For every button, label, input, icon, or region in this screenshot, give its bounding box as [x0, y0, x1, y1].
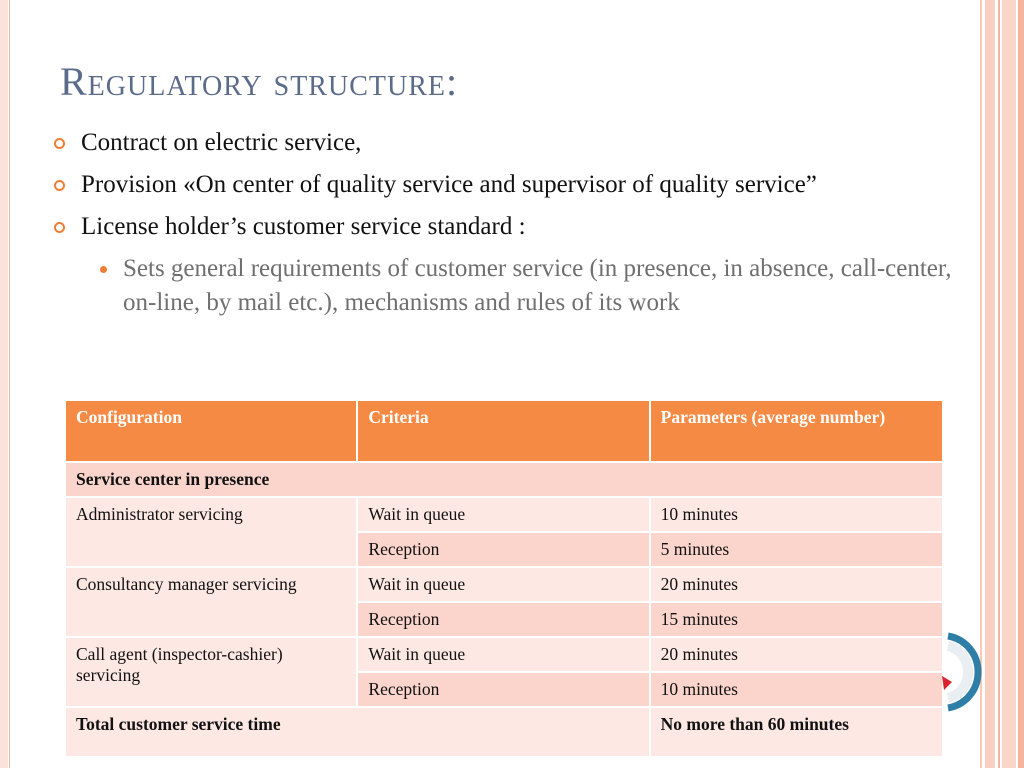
- config-cell: Consultancy manager servicing: [65, 567, 357, 637]
- bullet-item: [52, 168, 952, 202]
- value-cell: 5 minutes: [650, 532, 943, 567]
- header-configuration: Configuration: [65, 400, 357, 462]
- value-cell: 10 minutes: [650, 497, 943, 532]
- bullet-text: Provision «On center of quality service and supervisor of quality service”: [81, 171, 817, 198]
- sub-bullet-text: Sets general requirements of customer service (in presence, in absence, call-center, on-line, by mail etc.), mechanisms and rules of its work: [123, 255, 952, 316]
- slide-title: Regulatory structure:: [60, 59, 459, 104]
- bullet-list: [52, 126, 952, 320]
- sub-bullet-item: [123, 252, 953, 320]
- header-parameters: Parameters (average number): [650, 400, 943, 462]
- header-criteria: Criteria: [357, 400, 649, 462]
- table-section-row: [65, 462, 943, 497]
- bullet-text: License holder’s customer service standard :: [81, 213, 526, 240]
- slide-left-line: [9, 0, 10, 768]
- circle-bullet-icon: [54, 222, 65, 233]
- criteria-cell: Reception: [357, 672, 649, 707]
- dot-bullet-icon: [100, 266, 107, 273]
- total-label: Total customer service time: [65, 707, 650, 757]
- config-cell: Call agent (inspector-cashier) servicing: [65, 637, 357, 707]
- table-header-row: [65, 400, 943, 462]
- slide-right-stripes: [980, 0, 1024, 768]
- value-cell: 20 minutes: [650, 637, 943, 672]
- circle-bullet-icon: [54, 180, 65, 191]
- value-cell: 10 minutes: [650, 672, 943, 707]
- circle-bullet-icon: [54, 138, 65, 149]
- criteria-cell: Wait in queue: [357, 567, 649, 602]
- table-row: [65, 637, 943, 672]
- table-row: [65, 497, 943, 532]
- criteria-cell: Wait in queue: [357, 637, 649, 672]
- criteria-cell: Reception: [357, 602, 649, 637]
- table-row: [65, 567, 943, 602]
- bullet-item: [52, 126, 952, 160]
- criteria-cell: Reception: [357, 532, 649, 567]
- seal-logo-icon: [938, 632, 982, 712]
- value-cell: 20 minutes: [650, 567, 943, 602]
- slide-left-border: [0, 0, 8, 768]
- total-value: No more than 60 minutes: [650, 707, 943, 757]
- config-cell: Administrator servicing: [65, 497, 357, 567]
- service-standards-table: [64, 399, 944, 758]
- bullet-item: [52, 210, 952, 244]
- criteria-cell: Wait in queue: [357, 497, 649, 532]
- bullet-text: Contract on electric service,: [81, 129, 362, 156]
- value-cell: 15 minutes: [650, 602, 943, 637]
- section-title: Service center in presence: [65, 462, 943, 497]
- table-total-row: [65, 707, 943, 757]
